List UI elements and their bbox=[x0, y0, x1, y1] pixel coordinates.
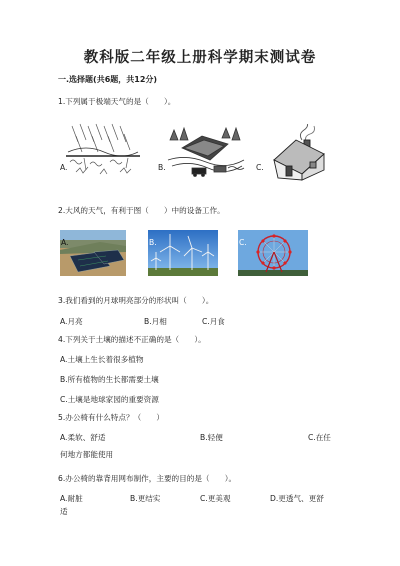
q6-option-d[interactable]: D.更透气、更舒 bbox=[270, 494, 324, 503]
q6-option-b[interactable]: B.更结实 bbox=[130, 494, 161, 503]
q5-option-b[interactable]: B.轻便 bbox=[200, 433, 223, 442]
q3-option-b[interactable]: B.月相 bbox=[144, 317, 167, 326]
q1-option-c-label: C. bbox=[256, 163, 264, 172]
question-5: 5.办公椅有什么特点？（ ） bbox=[58, 413, 164, 422]
smoking-house-sketch-icon bbox=[268, 124, 332, 182]
question-6: 6.办公椅的靠背用网布制作，主要的目的是（ ）。 bbox=[58, 474, 237, 483]
q3-option-c[interactable]: C.月食 bbox=[202, 317, 225, 326]
question-1: 1.下列属于极端天气的是（ ）。 bbox=[58, 97, 176, 106]
q2-option-c-label: C. bbox=[239, 238, 247, 247]
question-3: 3.我们看到的月球明亮部分的形状叫（ ）。 bbox=[58, 296, 214, 305]
q1-option-b-label: B. bbox=[158, 163, 166, 172]
q5-option-a[interactable]: A.柔软、舒适 bbox=[60, 433, 106, 442]
solar-panels-photo bbox=[60, 230, 126, 276]
section-heading: 一.选择题(共6题，共12分) bbox=[58, 75, 158, 84]
q2-option-b-label: B. bbox=[149, 238, 157, 247]
question-4: 4.下列关于土壤的描述不正确的是（ ）。 bbox=[58, 335, 206, 344]
q3-option-a[interactable]: A.月亮 bbox=[60, 317, 83, 326]
q4-option-a[interactable]: A.土壤上生长着很多植物 bbox=[60, 355, 144, 364]
q6-option-d-continued: 适 bbox=[60, 507, 68, 516]
q1-option-a-label: A. bbox=[60, 163, 68, 172]
wind-turbines-photo bbox=[148, 230, 218, 276]
ferris-wheel-photo bbox=[238, 230, 308, 276]
q5-option-c-continued: 何地方都能使用 bbox=[60, 450, 114, 459]
flood-road-sketch-icon bbox=[166, 126, 246, 182]
q2-option-a-label: A. bbox=[61, 238, 69, 247]
q4-option-b[interactable]: B.所有植物的生长都需要土壤 bbox=[60, 375, 159, 384]
page-title: 教科版二年级上册科学期末测试卷 bbox=[83, 49, 317, 66]
q5-option-c[interactable]: C.在任 bbox=[308, 433, 331, 442]
q6-option-c[interactable]: C.更美观 bbox=[200, 494, 231, 503]
q6-option-a[interactable]: A.耐脏 bbox=[60, 494, 83, 503]
question-2: 2.大风的天气，有利于图（ ）中的设备工作。 bbox=[58, 206, 225, 215]
q4-option-c[interactable]: C.土壤是地球家园的重要资源 bbox=[60, 395, 159, 404]
rain-wind-sketch-icon bbox=[66, 122, 140, 184]
